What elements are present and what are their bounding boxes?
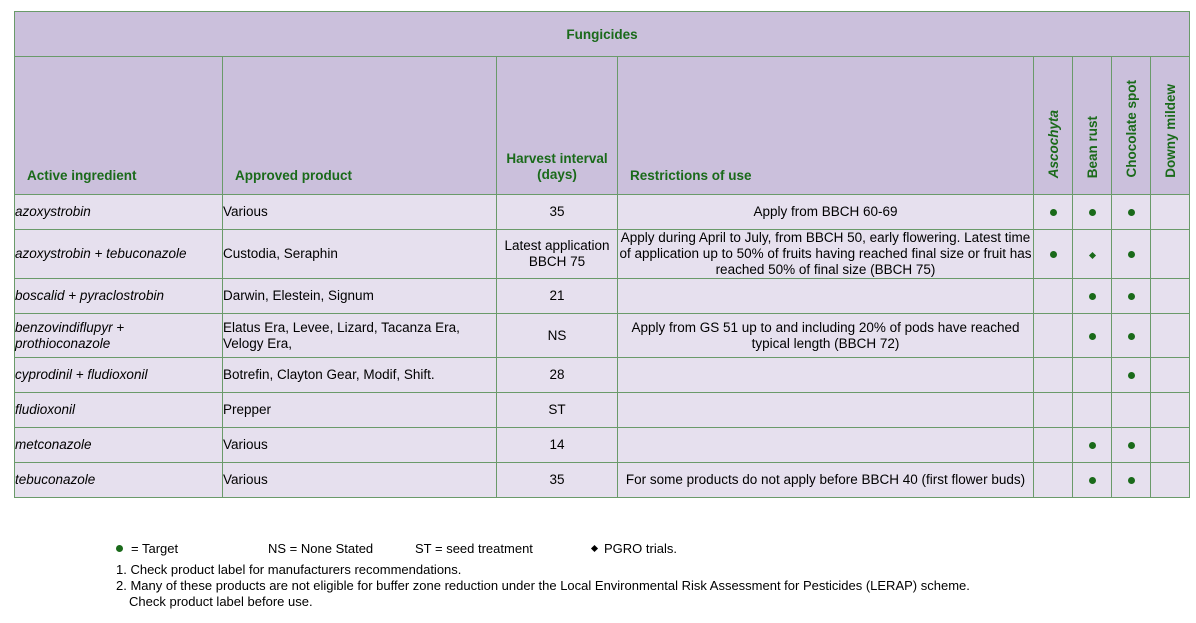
target-dot-icon [1128, 372, 1135, 379]
table-row [15, 428, 1190, 463]
target-dot-icon [1089, 209, 1096, 216]
harvest-cell: Latest application BBCH 75 [497, 230, 618, 279]
mark-cell [1034, 230, 1073, 279]
product-cell: Various [223, 428, 497, 463]
active-ingredient-cell: boscalid + pyraclostrobin [15, 279, 223, 314]
mark-cell [1073, 463, 1112, 498]
product-cell: Elatus Era, Levee, Lizard, Tacanza Era, Velogy Era, [223, 314, 497, 358]
active-ingredient-cell: azoxystrobin + tebuconazole [15, 230, 223, 279]
mark-cell [1112, 358, 1151, 393]
harvest-cell: 14 [497, 428, 618, 463]
table-row [15, 314, 1190, 358]
legend-ns: NS = None Stated [268, 541, 374, 556]
active-ingredient-cell: metconazole [15, 428, 223, 463]
header-approved-product: Approved product [223, 57, 497, 195]
mark-cell [1112, 314, 1151, 358]
target-dot-icon [1128, 477, 1135, 484]
mark-cell [1073, 230, 1112, 279]
header-active-ingredient: Active ingredient [15, 57, 223, 195]
table-row [15, 463, 1190, 498]
mark-cell [1112, 463, 1151, 498]
mark-cell [1151, 195, 1190, 230]
table-row [15, 279, 1190, 314]
harvest-cell: NS [497, 314, 618, 358]
legend-st: ST = seed treatment [415, 541, 533, 556]
product-cell: Custodia, Seraphin [223, 230, 497, 279]
note-2-continued: Check product label before use. [129, 594, 313, 609]
mark-cell [1034, 358, 1073, 393]
header-bean-rust: Bean rust [1073, 57, 1112, 195]
target-dot-icon [1128, 293, 1135, 300]
restrictions-cell [618, 358, 1034, 393]
legend-pgro: PGRO trials. [592, 541, 677, 556]
note-2: 2. Many of these products are not eligible for buffer zone reduction under the Local Environmental Risk Assessment for Pesticides (LERAP) scheme. [116, 578, 970, 593]
product-cell: Various [223, 463, 497, 498]
product-cell: Prepper [223, 393, 497, 428]
active-ingredient-cell: azoxystrobin [15, 195, 223, 230]
target-dot-icon [1089, 333, 1096, 340]
mark-cell [1112, 279, 1151, 314]
mark-cell [1151, 428, 1190, 463]
restrictions-cell: Apply from BBCH 60-69 [618, 195, 1034, 230]
table-row [15, 230, 1190, 279]
table-row [15, 195, 1190, 230]
target-dot-icon [1050, 251, 1057, 258]
note-1: 1. Check product label for manufacturers recommendations. [116, 562, 462, 577]
restrictions-cell: Apply from GS 51 up to and including 20% of pods have reached typical length (BBCH 72) [618, 314, 1034, 358]
mark-cell [1034, 393, 1073, 428]
mark-cell [1034, 428, 1073, 463]
mark-cell [1151, 358, 1190, 393]
table-row [15, 393, 1190, 428]
mark-cell [1073, 314, 1112, 358]
harvest-cell: 28 [497, 358, 618, 393]
footnotes [116, 562, 970, 610]
mark-cell [1073, 358, 1112, 393]
header-restrictions: Restrictions of use [618, 57, 1034, 195]
target-dot-icon [116, 545, 123, 552]
mark-cell [1112, 393, 1151, 428]
harvest-cell: 35 [497, 195, 618, 230]
fungicides-table [14, 11, 1190, 498]
mark-cell [1151, 314, 1190, 358]
pgro-diamond-icon [1088, 252, 1095, 259]
restrictions-cell: Apply during April to July, from BBCH 50, early flowering. Latest time of application up to 50% of fruits having reached final size or fruit has reached 50% of final size (BBCH 75) [619, 230, 1032, 277]
target-dot-icon [1089, 442, 1096, 449]
product-cell: Botrefin, Clayton Gear, Modif, Shift. [223, 358, 497, 393]
mark-cell [1034, 279, 1073, 314]
active-ingredient-cell: cyprodinil + fludioxonil [15, 358, 223, 393]
mark-cell [1151, 279, 1190, 314]
mark-cell [1034, 314, 1073, 358]
harvest-cell: ST [497, 393, 618, 428]
target-dot-icon [1128, 442, 1135, 449]
mark-cell [1151, 230, 1190, 279]
active-ingredient-cell: tebuconazole [15, 463, 223, 498]
mark-cell [1112, 230, 1151, 279]
header-chocolate-spot: Chocolate spot [1112, 57, 1151, 195]
harvest-cell: 21 [497, 279, 618, 314]
restrictions-cell [618, 279, 1034, 314]
target-dot-icon [1089, 293, 1096, 300]
header-ascochyta: Ascochyta [1034, 57, 1073, 195]
header-downy-mildew: Downy mildew [1151, 57, 1190, 195]
active-ingredient-cell: benzovindiflupyr + prothioconazole [15, 314, 223, 358]
mark-cell [1112, 195, 1151, 230]
mark-cell [1151, 393, 1190, 428]
product-cell: Darwin, Elestein, Signum [223, 279, 497, 314]
restrictions-cell [618, 393, 1034, 428]
target-dot-icon [1128, 333, 1135, 340]
restrictions-cell [618, 428, 1034, 463]
header-harvest-interval: Harvest interval (days) [497, 57, 618, 195]
target-dot-icon [1128, 251, 1135, 258]
mark-cell [1073, 428, 1112, 463]
pgro-diamond-icon [591, 545, 598, 552]
mark-cell [1112, 428, 1151, 463]
table-row [15, 358, 1190, 393]
target-dot-icon [1128, 209, 1135, 216]
mark-cell [1073, 393, 1112, 428]
mark-cell [1073, 195, 1112, 230]
product-cell: Various [223, 195, 497, 230]
mark-cell [1073, 279, 1112, 314]
mark-cell [1151, 463, 1190, 498]
target-dot-icon [1050, 209, 1057, 216]
restrictions-cell: For some products do not apply before BBCH 40 (first flower buds) [618, 463, 1034, 498]
legend-target: = Target [116, 541, 178, 556]
table-title: Fungicides [15, 12, 1190, 57]
target-dot-icon [1089, 477, 1096, 484]
active-ingredient-cell: fludioxonil [15, 393, 223, 428]
harvest-cell: 35 [497, 463, 618, 498]
mark-cell [1034, 195, 1073, 230]
mark-cell [1034, 463, 1073, 498]
